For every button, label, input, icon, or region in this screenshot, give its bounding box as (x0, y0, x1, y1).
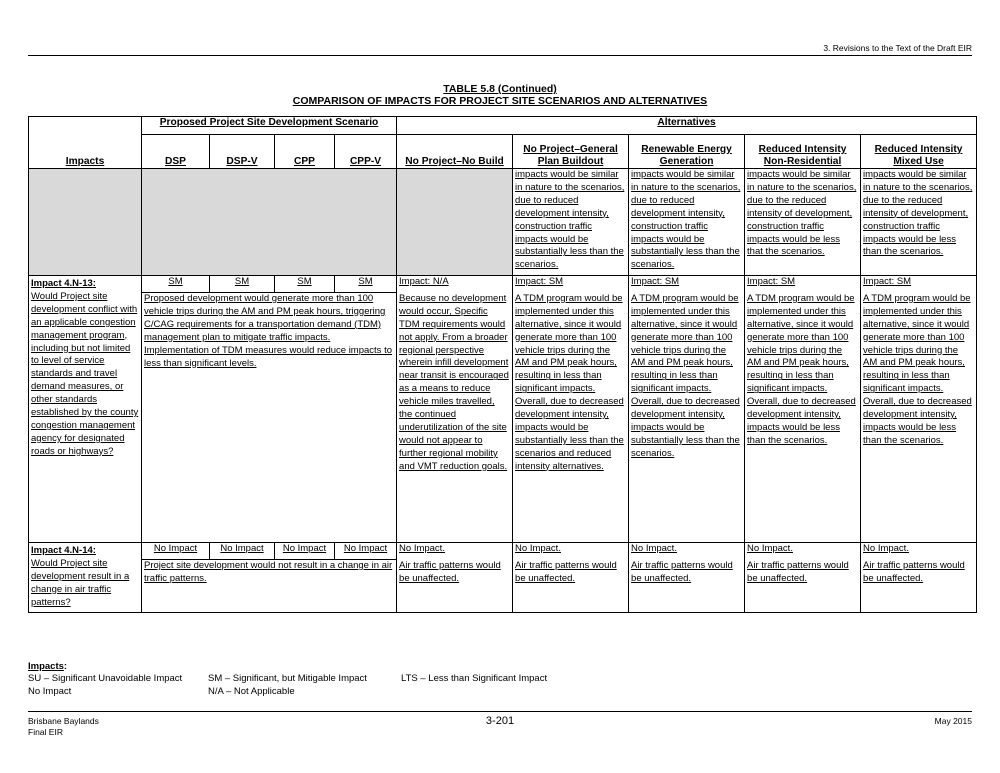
page-number: 3-201 (485, 715, 515, 727)
impact-13-renewable-text: A TDM program would be implemented under this alternative, since it would generate more than 100 vehicle trips during the AM and PM peak hours, resulting in less than significant impacts. Overall, due to decreased development intensity, impacts would be substantially less than the scenarios. (631, 292, 740, 459)
impact-13-general-plan (513, 276, 629, 543)
impact-13-reduced-mixed-text: A TDM program would be implemented under this alternative, since it would generate more than 100 vehicle trips during the AM and PM peak hours, resulting in less than significant impacts. Overall, due to decreased development intensity, impacts would be less than the scenarios. (863, 292, 972, 446)
header-divider (28, 55, 972, 56)
col-group-alternatives: Alternatives (397, 117, 977, 135)
impact-14-id: Impact 4.N-14: (31, 545, 96, 556)
cell-renewable: impacts would be similar in nature to the scenarios, due to reduced development intensity, construction traffic impacts would be substantially less than the scenarios. (629, 169, 745, 276)
cell-project-empty (142, 169, 397, 276)
legend-sm: SM – Significant, but Mitigable Impact (208, 673, 367, 685)
impact-13-cpp-v: SM (335, 276, 397, 293)
impact-14-no-build-label: No Impact. (399, 543, 445, 554)
impact-13-renewable (629, 276, 745, 543)
impact-14-dsp: No Impact (142, 543, 210, 560)
col-cpp-v: CPP-V (335, 135, 397, 169)
table-title-line1: TABLE 5.8 (Continued) (443, 83, 557, 95)
impact-14-reduced-nonres-text: Air traffic patterns would be unaffected. (747, 559, 849, 584)
cell-reduced-nonres: impacts would be similar in nature to the scenarios, due to the reduced intensity of development, construction traffic impacts would be less that the scenarios. (745, 169, 861, 276)
impact-14-renewable-text: Air traffic patterns would be unaffected. (631, 559, 733, 584)
impact-13-no-build-label: Impact: N/A (399, 276, 449, 287)
cell-impact-empty (29, 169, 142, 276)
col-general-plan: No Project–General Plan Buildout (513, 135, 629, 169)
col-reduced-nonres: Reduced Intensity Non-Residential (745, 135, 861, 169)
impact-14-reduced-mixed-label: No Impact. (863, 543, 909, 554)
footer-date: May 2015 (934, 716, 972, 726)
col-no-build: No Project–No Build (397, 135, 513, 169)
impact-13-reduced-nonres-label: Impact: SM (747, 276, 796, 287)
col-impacts-header: Impacts (29, 117, 142, 169)
legend-su: SU – Significant Unavoidable Impact (28, 673, 183, 685)
table-row-continued (29, 169, 977, 276)
impact-14-dsp-v: No Impact (210, 543, 275, 560)
impact-14-reduced-mixed-text: Air traffic patterns would be unaffected. (863, 559, 965, 584)
impact-14-reduced-nonres-label: No Impact. (747, 543, 793, 554)
impact-13-general-plan-label: Impact: SM (515, 276, 564, 287)
impact-13-project-text: Proposed development would generate more than 100 vehicle trips during the AM and PM peak hours, triggering C/CAG requirements for a transportation demand (TDM) management plan to mitigate traffic impacts. Implementation of TDM measures would reduce impacts to less than significant levels. (142, 293, 397, 543)
impact-13-general-plan-text: A TDM program would be implemented under this alternative, since it would generate more than 100 vehicle trips during the AM and PM peak hours, resulting in less than significant impacts. Overall, due to decreased development intensity, impacts would be substantially less than the scenarios and reduced intensity alternatives. (515, 292, 624, 472)
impact-14-reduced-nonres (745, 543, 861, 613)
impact-13-no-build (397, 276, 513, 543)
impact-14-no-build-text: Air traffic patterns would be unaffected. (399, 559, 501, 584)
legend-no-impact: No Impact (28, 685, 72, 697)
table-row-impact-14-sig (29, 543, 977, 560)
impact-13-reduced-mixed-label: Impact: SM (863, 276, 912, 287)
impact-14-cpp: No Impact (275, 543, 335, 560)
impact-14-renewable-label: No Impact. (631, 543, 677, 554)
column-header-row (29, 135, 977, 169)
col-group-project: Proposed Project Site Development Scenario (142, 117, 397, 135)
col-cpp: CPP (275, 135, 335, 169)
impact-13-renewable-label: Impact: SM (631, 276, 680, 287)
impact-13-question: Would Project site development conflict with an applicable congestion management program, including but not limited to level of service standards and travel demand measures, or other standards established by the county congestion management agency for designated roads or highways? (31, 290, 139, 457)
cell-general-plan: impacts would be similar in nature to the scenarios, due to reduced development intensity, construction traffic impacts would be substantially less than the scenarios. (513, 169, 629, 276)
impact-13-cpp: SM (275, 276, 335, 293)
impact-14-no-build (397, 543, 513, 613)
col-reduced-mixed: Reduced Intensity Mixed Use (861, 135, 977, 169)
footer-doc-name: Brisbane Baylands (28, 716, 99, 726)
impact-13-reduced-mixed (861, 276, 977, 543)
cell-impact-13 (29, 276, 142, 543)
table-title (0, 83, 1000, 107)
impact-13-no-build-text: Because no development would occur, Specific TDM requirements would not apply. From a broader regional perspective wherein infill development near transit is encouraged as a means to reduce vehicle miles travelled, the continued underutilization of the site would not appear to further regional mobility and VMT reduction goals. (399, 292, 509, 472)
footer-doc-type: Final EIR (28, 727, 63, 737)
impact-14-renewable (629, 543, 745, 613)
col-dsp-v: DSP-V (210, 135, 275, 169)
impact-13-reduced-nonres (745, 276, 861, 543)
impact-14-project-text: Project site development would not result in a change in air traffic patterns. (142, 560, 397, 613)
cell-reduced-mixed: impacts would be similar in nature to the scenarios, due to the reduced intensity of development, construction traffic impacts would be less than the scenarios. (861, 169, 977, 276)
impact-14-reduced-mixed (861, 543, 977, 613)
impact-14-general-plan (513, 543, 629, 613)
impact-14-cpp-v: No Impact (335, 543, 397, 560)
col-renewable: Renewable Energy Generation (629, 135, 745, 169)
impact-14-question: Would Project site development result in a change in air traffic patterns? (31, 557, 130, 608)
comparison-table (28, 116, 977, 613)
running-head: 3. Revisions to the Text of the Draft EIR (823, 43, 972, 53)
impact-13-reduced-nonres-text: A TDM program would be implemented under this alternative, since it would generate more than 100 vehicle trips during the AM and PM peak hours, resulting in less than significant impacts. Overall, due to decreased development intensity, impacts would be less than the scenarios. (747, 292, 856, 446)
legend-na: N/A – Not Applicable (208, 685, 295, 697)
impact-14-general-plan-text: Air traffic patterns would be unaffected. (515, 559, 617, 584)
footer-divider (28, 711, 972, 712)
impact-14-general-plan-label: No Impact. (515, 543, 561, 554)
col-dsp: DSP (142, 135, 210, 169)
cell-no-build-empty (397, 169, 513, 276)
impact-13-dsp-v: SM (210, 276, 275, 293)
group-header-row (29, 117, 977, 135)
legend: Impacts: SU – Significant Unavoidable Impact SM – Significant, but Mitigable Impact LTS – Less than Significant Impact No Impact N/A – Not Applicable (28, 661, 548, 697)
impact-13-dsp: SM (142, 276, 210, 293)
table-title-line2: COMPARISON OF IMPACTS FOR PROJECT SITE SCENARIOS AND ALTERNATIVES (292, 95, 708, 107)
impact-13-id: Impact 4.N-13: (31, 278, 96, 289)
legend-title: Impacts (28, 661, 64, 672)
table-row-impact-13-sig (29, 276, 977, 293)
cell-impact-14 (29, 543, 142, 613)
legend-lts: LTS – Less than Significant Impact (401, 673, 548, 685)
